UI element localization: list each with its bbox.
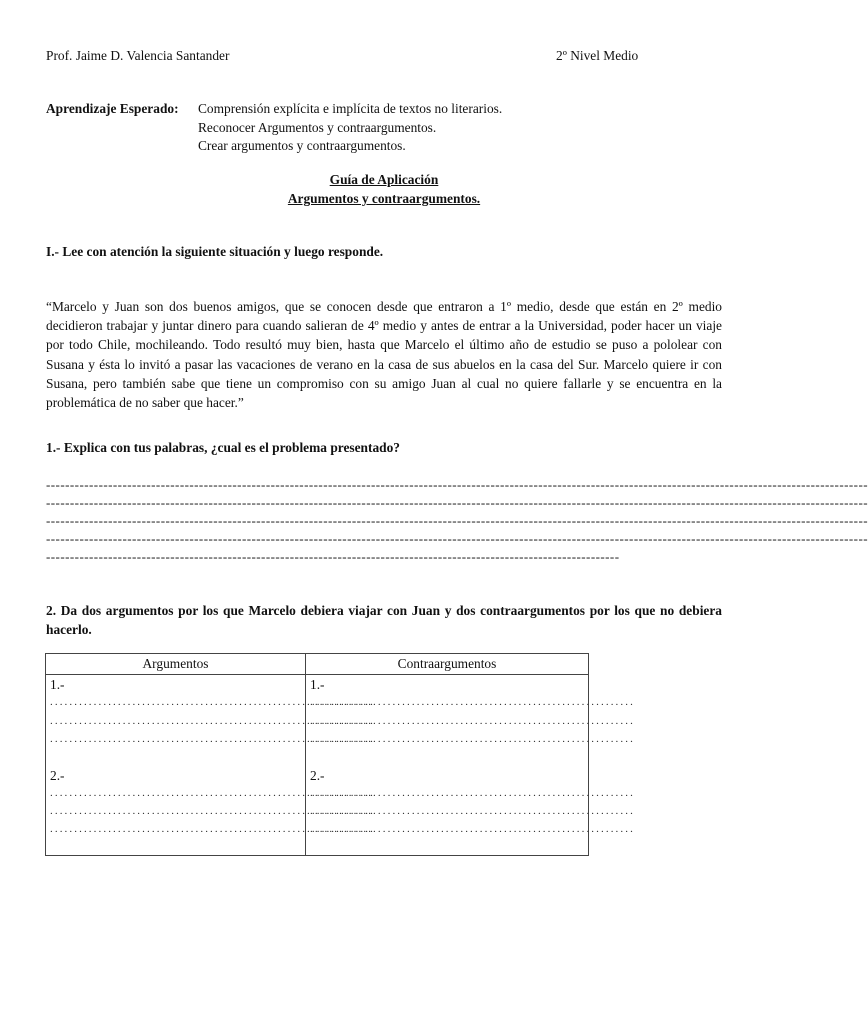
dotted-line[interactable]: ................................................................... [50,696,375,708]
dotted-line[interactable]: ................................................................... [310,805,635,817]
arguments-header: Argumentos [46,654,306,675]
counterarguments-cell[interactable] [306,675,635,856]
answer-line[interactable]: ---------------------------------------------------------------------------------------------------------------------------------------------------------------------------- [46,495,868,510]
teacher-name: Prof. Jaime D. Valencia Santander [46,48,230,63]
dotted-line[interactable]: ................................................................... [310,696,635,708]
dotted-line[interactable]: ................................................................... [310,715,635,727]
question2-text: 2. Da dos argumentos por los que Marcelo debiera viajar con Juan y dos contraargumentos por los que no debiera hacerlo. [46,603,722,638]
dotted-line[interactable]: ................................................................... [50,823,375,835]
guide-title: Guía de Aplicación [329,172,439,187]
argument-2-label: 2.- [50,768,65,783]
course-level: 2º Nivel Medio [556,48,639,63]
answer-line[interactable]: ------------------------------------------------------------------------------------------------------------------------ [46,549,620,564]
dotted-line[interactable]: ................................................................... [310,787,635,799]
guide-subtitle: Argumentos y contraargumentos. [287,191,481,206]
answer-line[interactable]: ---------------------------------------------------------------------------------------------------------------------------------------------------------------------------- [46,477,868,492]
dotted-line[interactable]: ................................................................... [50,733,375,745]
dotted-line[interactable]: ................................................................... [50,805,375,817]
situation-passage: “Marcelo y Juan son dos buenos amigos, que se conocen desde que entraron a 1º medio, desde que están en 2º medio decidieron trabajar y juntar dinero para cuando salieran de 4º medio y antes de entrar a la Universidad, poder hacer un viaje por todo Chile, mochileando. Todo resultó muy bien, hasta que Marcelo el último año de estudio se puso a pololear con Susana y ésta lo invitó a pasar las vacaciones de verano en la casa de sus abuelos en la casa del Sur. Marcelo quiere ir con Susana, pero también sabe que tiene un compromiso con su amigo Juan al cual no quiere fallarle y se encuentra en la problemática de no saber que hacer.” [46,299,722,411]
learning-label: Aprendizaje Esperado: [46,101,179,116]
dotted-line[interactable]: ................................................................... [50,715,375,727]
learning-item: Comprensión explícita e implícita de textos no literarios. [198,101,503,116]
counterargument-2-label: 2.- [310,768,325,783]
arguments-cell[interactable] [46,675,375,856]
dotted-line[interactable]: ................................................................... [50,787,375,799]
answer-line[interactable]: ---------------------------------------------------------------------------------------------------------------------------------------------------------------------------- [46,513,868,528]
argument-1-label: 1.- [50,677,65,692]
counterarguments-header: Contraargumentos [306,654,589,675]
counterargument-1-label: 1.- [310,677,325,692]
dotted-line[interactable]: ................................................................... [310,823,635,835]
dotted-line[interactable]: ................................................................... [310,733,635,745]
arguments-table [45,653,635,856]
answer-line[interactable]: ---------------------------------------------------------------------------------------------------------------------------------------------------------------------------- [46,531,868,546]
learning-item: Crear argumentos y contraargumentos. [198,138,406,153]
section1-heading: I.- Lee con atención la siguiente situación y luego responde. [46,244,384,259]
question1-text: 1.- Explica con tus palabras, ¿cual es el problema presentado? [46,440,401,455]
learning-item: Reconocer Argumentos y contraargumentos. [198,120,437,135]
